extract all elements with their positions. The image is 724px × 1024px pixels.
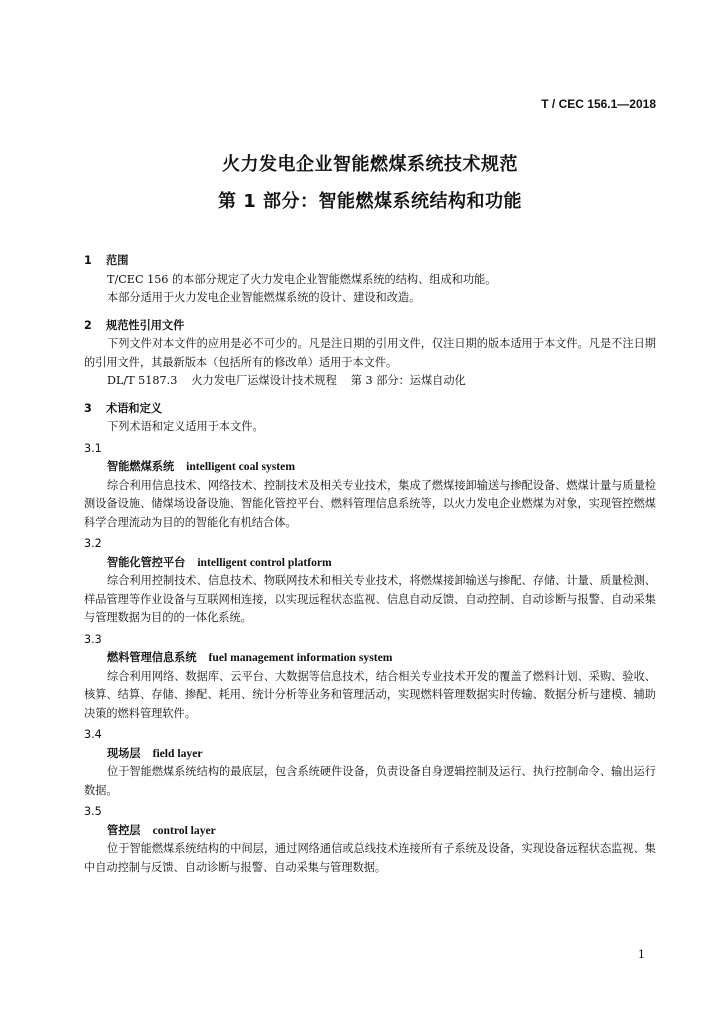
term-name-cn: 现场层 [107,746,141,760]
section-title: 规范性引用文件 [106,318,185,332]
term-definition: 位于智能燃煤系统结构的中间层，通过网络通信或总线技术连接所有子系统及设备，实现设备远程状态监视、集中自动控制与反馈、自动诊断与报警、自动采集与管理数据。 [84,842,656,874]
term-definition: 位于智能燃煤系统结构的最底层，包含系统硬件设备，负责设备自身逻辑控制及运行、执行控制命令、输出运行数据。 [84,765,656,797]
section-number: 2 [84,318,92,332]
term-name-cn: 智能燃煤系统 [107,460,175,473]
term-name-en: intelligent coal system [186,460,295,473]
page-number: 1 [638,948,645,961]
paragraph: 下列术语和定义适用于本文件。 [107,420,264,433]
section-title: 范围 [106,254,129,267]
document-code: T / CEC 156.1—2018 [541,97,656,111]
reference-code: DL/T 5187.3 [107,374,178,387]
normative-reference [84,372,656,391]
section-heading [84,400,656,419]
term-definition: 综合利用网络、数据库、云平台、大数据等信息技术，结合相关专业技术开发的覆盖了燃料计划、采购、验收、核算、结算、存储、掺配、耗用、统计分析等业务和管理活动，实现燃料管理数据实时传输、数据分析与建模、辅助决策的燃料管理软件。 [84,669,656,720]
term-number: 3.4 [84,728,102,741]
term-name-en: field layer [152,746,203,760]
term-name-cn: 智能化管控平台 [107,555,186,569]
reference-title: 火力发电厂运煤设计技术规程 [191,374,337,387]
term-name-en: fuel management information system [208,651,393,664]
term-number: 3.5 [84,805,102,818]
term-number: 3.2 [84,537,102,550]
term-name-en: control layer [152,823,216,837]
term-name-cn: 管控层 [107,823,141,837]
term-name [84,649,656,668]
term-number: 3.3 [84,632,102,646]
document-body [84,252,656,877]
term-name [84,745,656,764]
section-number: 3 [84,401,92,415]
document-subtitle: 第 1 部分：智能燃煤系统结构和功能 [217,191,523,212]
paragraph: 本部分适用于火力发电企业智能燃煤系统的设计、建设和改造。 [107,291,421,304]
term-entry [84,803,656,877]
term-name-en: intelligent control platform [197,555,332,569]
paragraph: T/CEC 156 的本部分规定了火力发电企业智能燃煤系统的结构、组成和功能。 [107,272,497,286]
term-entry [84,440,656,533]
reference-part: 第 3 部分：运煤自动化 [350,374,466,387]
term-entry [84,535,656,628]
term-entry [84,726,656,800]
term-name [84,458,656,477]
document-title: 火力发电企业智能燃煤系统技术规范 [222,154,518,175]
term-definition: 综合利用控制技术、信息技术、物联网技术和相关专业技术，将燃煤接卸输送与掺配、存储、计量、质量检测、样品管理等作业设备与互联网相连接，以实现远程状态监视、信息自动反馈、自动控制、自动诊断与报警、自动采集与管理数据为目的的一体化系统。 [84,574,656,624]
term-number: 3.1 [84,441,102,455]
paragraph: 下列文件对本文件的应用是必不可少的。凡是注日期的引用文件，仅注日期的版本适用于本文件。凡是不注日期的引用文件，其最新版本（包括所有的修改单）适用于本文件。 [84,337,656,369]
section-title: 术语和定义 [106,401,162,415]
term-definition: 综合利用信息技术、网络技术、控制技术及相关专业技术，集成了燃煤接卸输送与掺配设备、燃煤计量与质量检测设备设施、储煤场设备设施、智能化管控平台、燃料管理信息系统等，以火力发电企业燃煤为对象，实现管控燃煤科学合理流动为目的的智能化有机结合体。 [84,478,656,529]
section-heading [84,252,656,271]
section-number: 1 [84,254,92,267]
term-entry [84,631,656,724]
term-name-cn: 燃料管理信息系统 [107,651,197,664]
section-heading [84,317,656,336]
term-name [84,554,656,573]
term-name [84,822,656,841]
